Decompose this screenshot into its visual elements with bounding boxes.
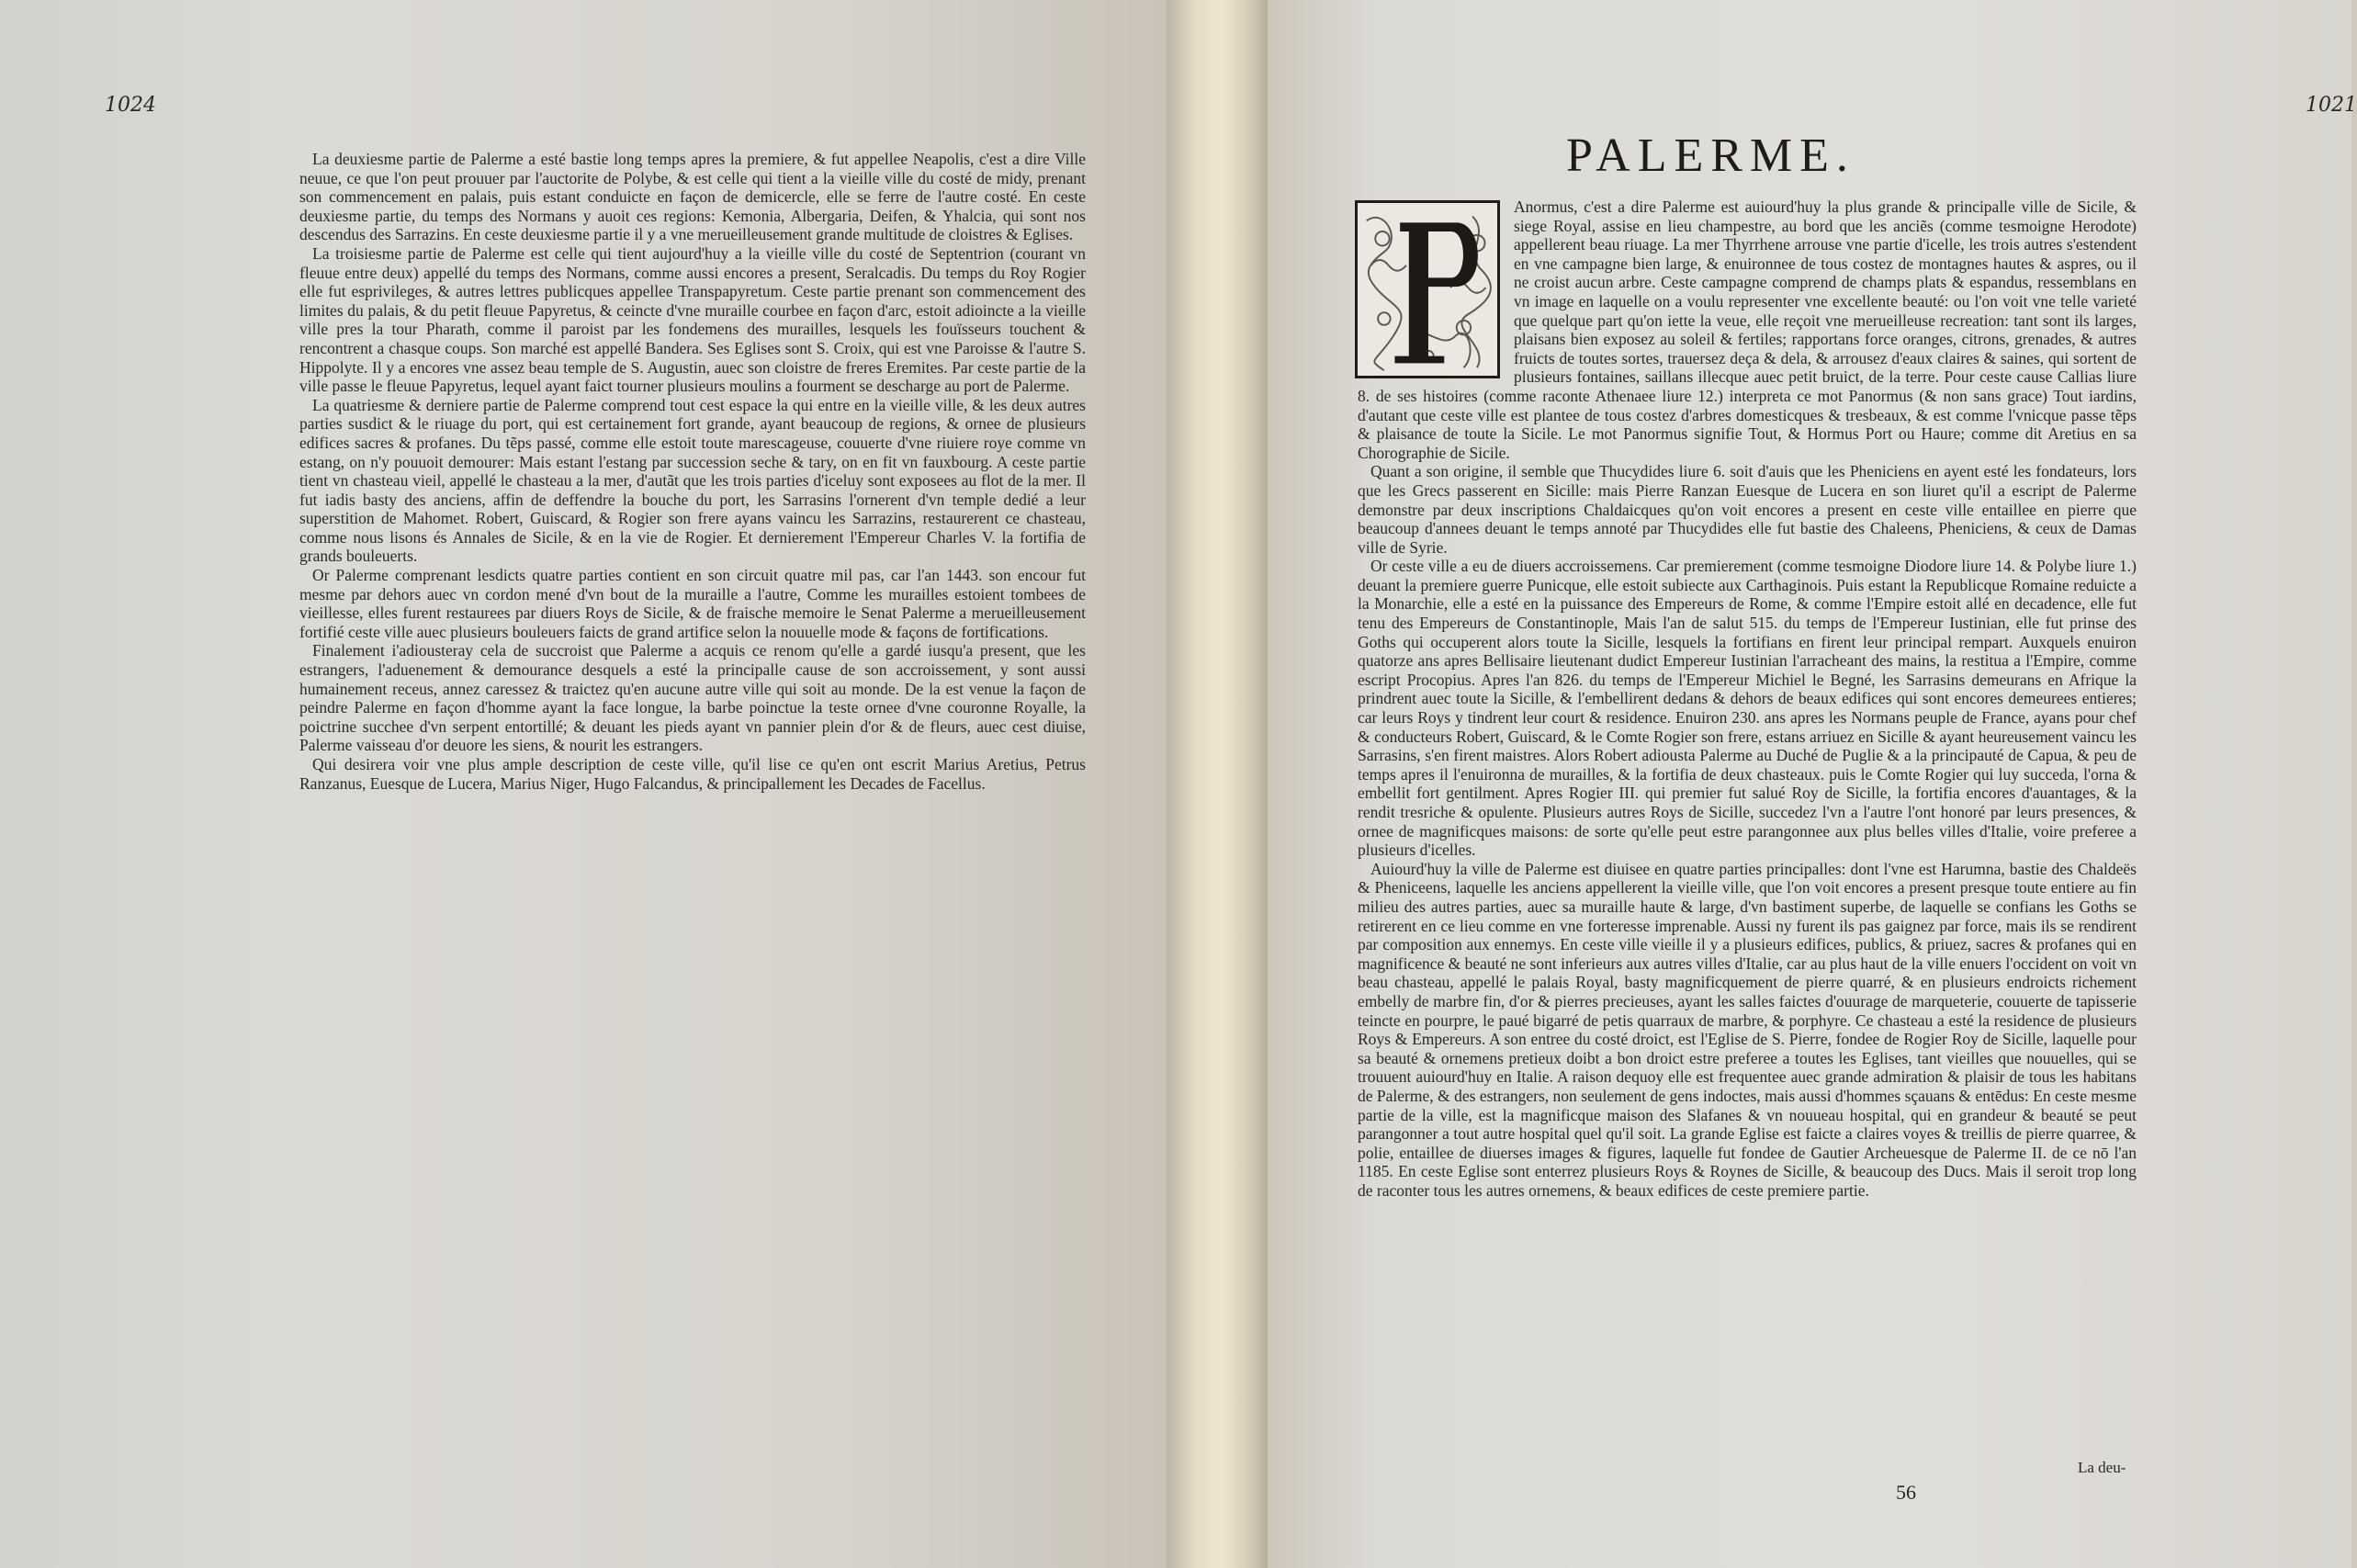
left-paragraph: La quatriesme & derniere partie de Palerme comprend tout cest espace la qui entre en la vieille ville, & les deux autres parties susdict & le riuage du port, qui est certainement fort grande, ayant beaucoup de regions, & ornee de plusieurs edifices sacres & profanes. Du tẽps passé, comme elle estoit toute marescageuse, couuerte d'vne riuiere roye comme vn estang, on n'y pouuoit demourer: Mais estant l'estang par succession seche & tary, on en fit vn fauxbourg. A ceste partie tient vn chasteau vieil, appellé le chasteau a la mer, d'autãt que les trois parties d'iceluy sont exposees au flot de la mer. Il fut iadis basty des anciens, affin de deffendre la bouche du port, les Sarrasins l'ornerent d'vn temple dedié a leur superstition de Mahomet. Robert, Guiscard, & Rogier son frere ayans vaincu les Sarrazins, restaurerent ce chasteau, comme nous lisons és Annales de Sicile, & en la vie de Rogier. Et dernierement l'Empereur Charles V. la fortifia de grands bouleuerts.: [299, 395, 1086, 566]
left-text-block: [299, 150, 1086, 793]
right-folio: 1021: [2306, 94, 2357, 117]
right-paragraph: Auiourd'huy la ville de Palerme est diuisee en quatre parties principalles: dont l'vne est Harumna, bastie des Chaldeës & Pheniceens, laquelle les anciens appellerent la vieille ville, que l'on voit encores a present presque toute entiere au fin milieu des autres parties, auec sa muraille haute & large, d'vn bastiment superbe, de laquelle se confians les Goths se retirerent en ce lieu comme en vne forteresse imprenable. Aussi ny furent ils pas gaignez par force, mais ils se rendirent par composition aux ennemys. En ceste ville vieille il y a plusieurs edifices, publics, & priuez, sacres & profanes qui en magnificence & beauté ne sont inferieurs aux autres villes d'Italie, car au plus haut de la ville enuers l'occident on voit vn beau chasteau, appellé le palais Royal, basty magnificquement de pierre quarré, & en plusieurs endroicts richement embelly de marbre fin, d'or & pierres precieuses, ayant les salles faictes d'ouurage de marqueterie, couuerte de tapisserie teincte en pourpre, le paué bigarré de petis quarraux de marbre, & porphyre. Ce chasteau a esté la residence de plusieurs Roys & Empereurs. A son entree du costé droict, est l'Eglise de S. Pierre, fondee de Rogier Roy de Sicille, laquelle pour sa beauté & ornemens pretieux doibt a bon droict estre preferee a toutes les Eglises, tant vieilles que nouuelles, qui se trouuent auiourd'huy en Italie. A raison dequoy elle est frequentee auec grande admiration & plaisir de tous les habitans de Palerme, & des estrangers, non seulement de gens indoctes, mais aussi d'hommes sçauans & entēdus: En ceste mesme partie de la ville, est la magnificque maison des Slafanes & vn nouueau hospital, qui en grandeur & beauté se peut parangonner a tout autre hospital quel qu'il soit. La grande Eglise est faicte a claires voyes & treillis de pierre quarree, & polie, entaillee de diuerses images & figures, laquelle fut fondee de Gautier Archeuesque de Palerme II. de ce nō l'an 1185. En ceste Eglise sont enterrez plusieurs Roys & Roynes de Sicille, & beaucoup des Ducs. Mais il seroit trop long de raconter tous les autres ornemens, & beaux edifices de ceste premiere partie.: [1358, 859, 2137, 1200]
left-folio: 1024: [105, 94, 156, 117]
page-title: PALERME.: [1566, 130, 1855, 182]
catchword: La deu-: [2078, 1459, 2126, 1476]
right-paragraph: Quant a son origine, il semble que Thucydides liure 6. soit d'auis que les Pheniciens en ayent esté les fondateurs, lors que les Grecs passerent en Sicille: mais Pierre Ranzan Euesque de Lucera en son liuret qu'il a escript de Palerme demonstre par deux inscriptions Chaldaicques qu'on voit encores a present en ceste ville entaillee en pierre que beaucoup d'annees deuant le temps annoté par Thucydides elle fut bastie des Chaleens, Pheniciens, & ceux de Damas ville de Syrie.: [1358, 462, 2137, 557]
right-paragraph: Or ceste ville a eu de diuers accroissemens. Car premierement (comme tesmoigne Diodore liure 14. & Polybe liure 1.) deuant la premiere guerre Punicque, elle estoit subiecte aux Carthaginois. Puis estant la Republicque Romaine reduicte a la Monarchie, elle a esté en la puissance des Empereurs de Rome, & comme l'Empire estoit allé en decadence, elle fut tenu des Empereurs de Constantinople, Mais l'an de salut 515. du temps de l'Empereur Iustinian, elle fut prinse des Goths qui occuperent alors toute la Sicille, lesquels la fortifians en firent leur principal rempart. Auxquels enuiron quatorze ans apres Bellisaire lieutenant dudict Empereur Iustinian l'arracheant des mains, la restitua a l'Empire, comme escript Procopius. Apres l'an 826. du temps de l'Empereur Michiel le Begné, les Sarrasins demeurans en Afrique la prindrent auec toute la Sicille, & l'embellirent dedans & dehors de beaux edifices qui sont encores demeurees entieres; car leurs Roys y tindrent leur court & residence. Enuiron 230. ans apres les Normans peuple de France, ayans pour chef & conducteurs Robert, Guiscard, & le Comte Rogier son frere, estans arriuez en Sicille & ayant heureusement vaincu les Sarrasins, s'en firent maistres. Alors Robert adiousta Palerme au Duché de Puglie & a la principauté de Capua, & peu de temps apres il l'enuironna de murailles, & la fortifia de deux chasteaux. puis le Comte Rogier qui luy succeda, l'orna & embellit fort gentilment. Apres Rogier III. qui premier fut salué Roy de Sicille, la fortifia encores d'auantages, & la rendit tresriche & opulente. Plusieurs autres Roys de Sicille, succedez l'vn a l'autre l'ont honoré par leurs presences, & ornee de magnificques maisons: de sorte qu'elle peut estre parangonnee aux plus belles villes d'Italie, voire preferee a plusieurs d'icelles.: [1358, 557, 2137, 860]
left-paragraph: La troisiesme partie de Palerme est celle qui tient aujourd'huy a la vieille ville du costé de Septentrion (courant vn fleuue entre deux) appellé du temps des Normans, comme aussi encores a present, Seralcadis. Du temps du Roy Rogier elle fut esprivileges, & autres lettres publicques appellee Transpapyretum. Ceste partie prenant son commencement des limites du palais, & du petit fleuue Papyretus, & ceincte d'vne muraille courbee en façon d'arc, estoit adioincte a la vieille ville pres la tour Pharath, comme il paroist par les fondemens des murailles, lesquels les fouïsseurs touchent & rencontrent a chasque coups. Son marché est appellé Bandera. Ses Eglises sont S. Croix, qui est vne Paroisse & l'autre S. Hippolyte. Il y a encores vne assez beau temple de S. Augustin, auec son cloistre de freres Eremites. Par ceste partie de la ville passe le fleuue Papyretus, lequel ayant faict tourner plusieurs moulins a fourment se descharge au port de Palerme.: [299, 243, 1086, 396]
left-paragraph: Or Palerme comprenant lesdicts quatre parties contient en son circuit quatre mil pas, car l'an 1443. son encour fut mesme par dehors auec vn cordon mené d'vn bout de la muraille a l'autre, Comme les murailles estoient tombees de vieillesse, elles furent restaurees par diuers Roys de Sicile, & de fraische memoire le Senat Palerme a merueilleusement fortifié ceste ville auec plusieurs bouleuers faicts de grand artifice selon la nouuelle mode & façons de fortifications.: [299, 566, 1086, 641]
left-page: [0, 0, 1167, 1568]
left-paragraph: Qui desirera voir vne plus ample description de ceste ville, qu'il lise ce qu'en ont escrit Marius Aretius, Petrus Ranzanus, Euesque de Lucera, Marius Niger, Hugo Falcandus, & principallement les Decades de Facellus.: [299, 755, 1086, 793]
right-opening-paragraph: Anormus, c'est a dire Palerme est auiourd'huy la plus grande & principalle ville de Sicile, & siege Royal, assise en lieu champestre, au bord que les anciẽs (comme tesmoigne Herodote) appellerent beau riuage. La mer Thyrrhene arrouse vne partie d'icelle, les trois autres s'estendent en vne campagne bien large, & enuironnee de tous costez de montagnes hautes & aspres, ou il ne croist aucun arbre. Ceste campagne comprend de champs plats & espandus, ressemblans en vn image en laquelle on a voulu representer vne excellente beauté: ou l'on voit vne telle varieté que quelque part qu'on iette la veue, elle reçoit vne merueilleuse recreation: tant sont ils larges, plaisans bien exposez au soleil & fertiles; rapportans force oranges, citrons, grenades, & autres fruicts de toutes sortes, trauersez deça & dela, & arrousez d'eaux claires & saines, qui sortent de plusieurs fontaines, saillans illecque auec petit bruict, de la terre. Pour ceste cause Callias liure 8. de ses histoires (comme raconte Athenaee liure 12.) interpreta ce mot Panormus (& non sans grace) Tout iardins, d'autant que ceste ville est plantee de tous costez d'arbres domesticques & tresbeaux, & est comme l'vnicque passe tẽps & plaisance de toute la Sicile. Le mot Panormus signifie Tout, & Hormus Port ou Haure; comme dit Aretius en sa Chorographie de Sicile.: [1358, 197, 2137, 462]
left-paragraph: Finalement i'adiousteray cela de succroist que Palerme a acquis ce renom qu'elle a gardé iusqu'a present, que les estrangers, l'aduenement & demourance desquels a esté la principalle cause de son accroissement, y sont aussi humainement receus, annez caressez & traictez qu'en aucune autre ville qui soit au monde. De la est venue la façon de peindre Palerme en façon d'homme ayant la face longue, la barbe poinctue la teste ornee d'vne couronne Royalle, la poictrine succhee d'vn serpent entortillé; & deuant les pieds ayant vn pannier plein d'or & de fleurs, auec cest diuise, Palerme vaisseau d'or deuore les siens, & nourit les estrangers.: [299, 641, 1086, 755]
right-text-block: [1358, 197, 2137, 1200]
page-number: 56: [1896, 1481, 1916, 1504]
left-paragraph: La deuxiesme partie de Palerme a esté bastie long temps apres la premiere, & fut appellee Neapolis, c'est a dire Ville neuue, ce que l'on peut prouuer par l'auctorite de Polybe, & est celle qui tient a la vieille ville du costé de midy, prenant son commencement en palais, puis estant conduicte en façon de demicercle, elle se ferre de l'autre costé. En ceste deuxiesme partie, du temps des Normans y auoit ces regions: Kemonia, Albergaria, Deifen, & Yhalcia, qui sont nos descendus des Sarrazins. En ceste deuxiesme partie il y a vne merueilleusement grande multitude de cloistres & Eglises.: [299, 150, 1086, 244]
book-gutter: [1167, 0, 1268, 1568]
